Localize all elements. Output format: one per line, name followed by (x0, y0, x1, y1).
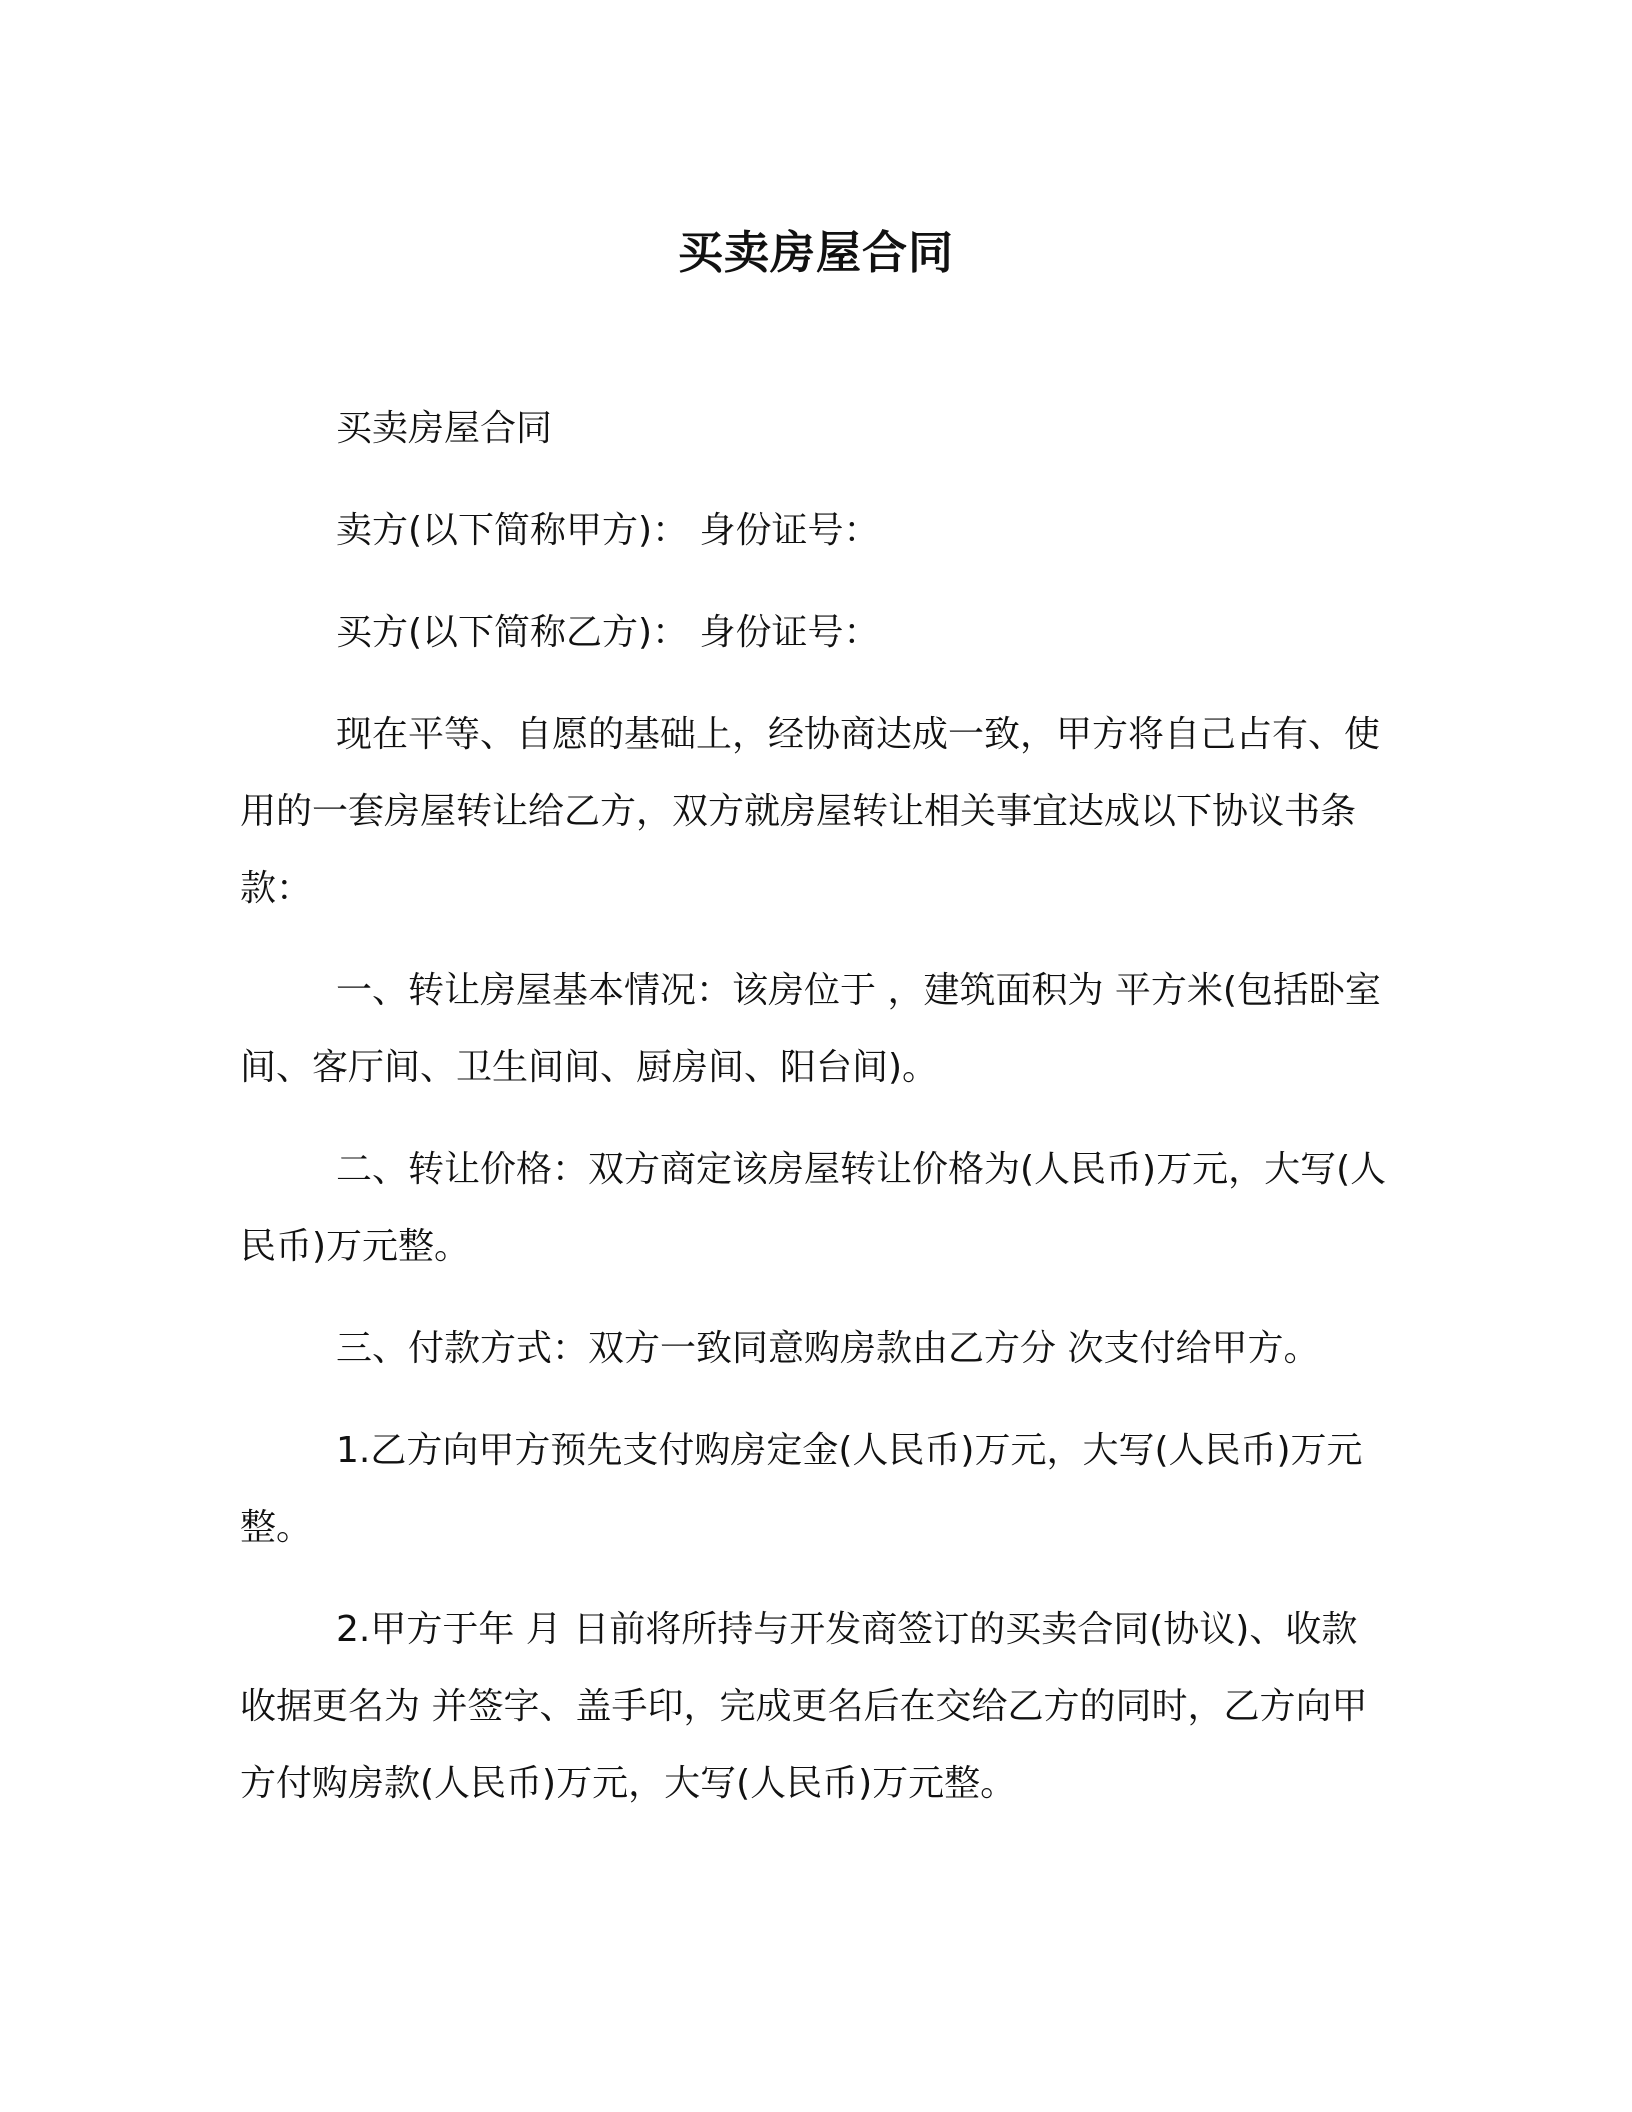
clause-3-paragraph: 三、付款方式：双方一致同意购房款由乙方分 次支付给甲方。 (336, 1328, 1320, 1369)
clause-1-paragraph: 一、转让房屋基本情况：该房位于 ，建筑面积为 平方米(包括卧室间、客厅间、卫生间间、厨房间、阳台间)。 (240, 970, 1381, 1088)
clause-2-paragraph: 二、转让价格：双方商定该房屋转让价格为(人民币)万元，大写(人民币)万元整。 (240, 1149, 1387, 1267)
clause-3-item-1-paragraph: 1.乙方向甲方预先支付购房定金(人民币)万元，大写(人民币)万元整。 (240, 1430, 1363, 1548)
buyer-paragraph: 买方(以下简称乙方)： 身份证号： (336, 612, 880, 653)
document-title: 买卖房屋合同 (677, 226, 954, 279)
preamble-paragraph: 现在平等、自愿的基础上，经协商达成一致，甲方将自己占有、使用的一套房屋转让给乙方，双方就房屋转让相关事宜达成以下协议书条款： (240, 714, 1381, 909)
subtitle-paragraph: 买卖房屋合同 (336, 408, 553, 449)
document-body (240, 390, 1390, 1847)
clause-3-item-2-paragraph: 2.甲方于年 月 日前将所持与开发商签订的买卖合同(协议)、收款收据更名为 并签字、盖手印，完成更名后在交给乙方的同时，乙方向甲方付购房款(人民币)万元，大写(人民币)万元整。 (240, 1609, 1368, 1804)
seller-paragraph: 卖方(以下简称甲方)： 身份证号： (336, 510, 880, 551)
